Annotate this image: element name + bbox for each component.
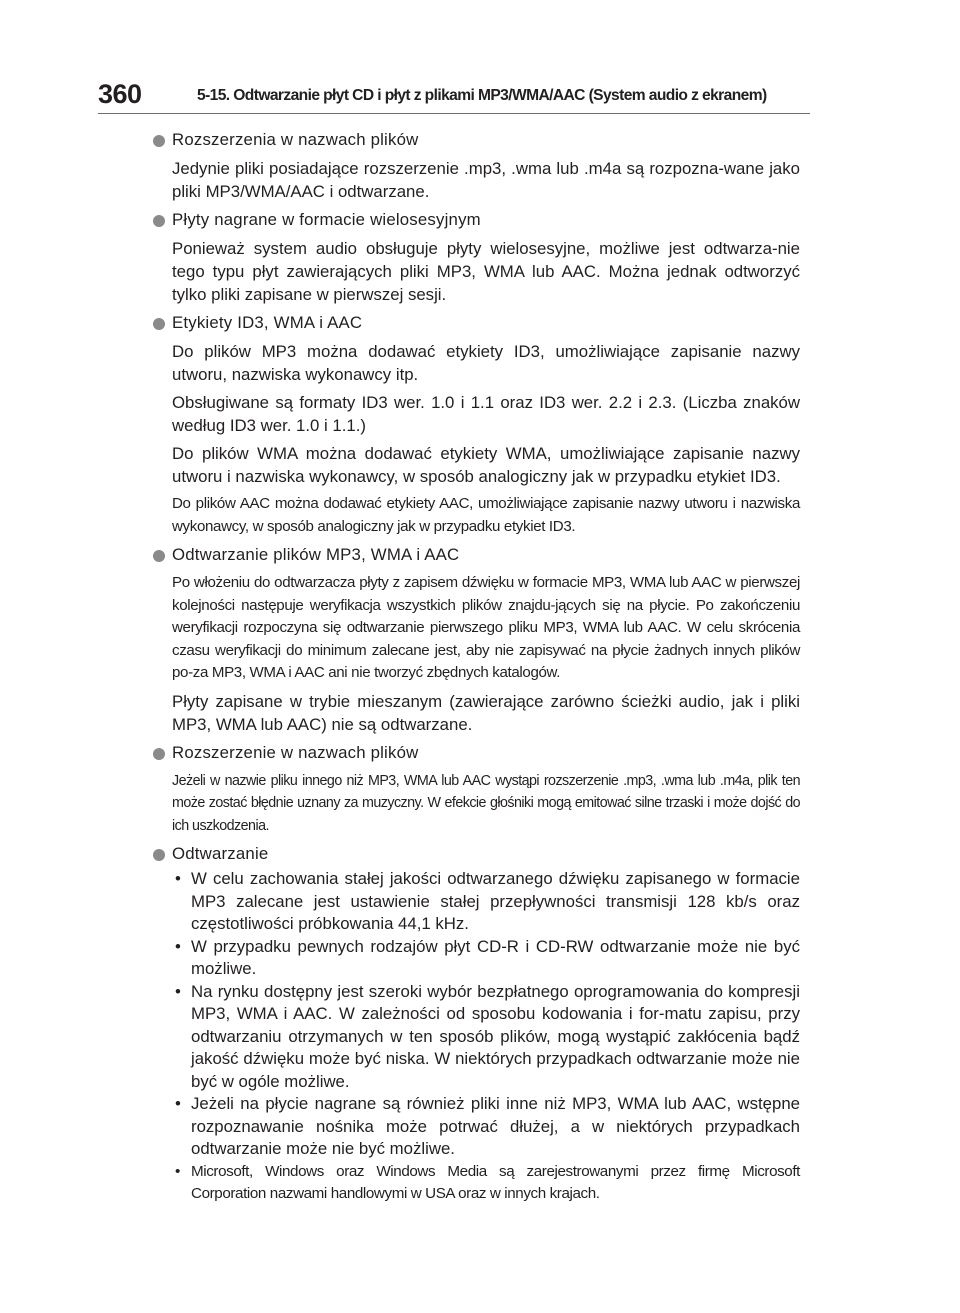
section-bullet-icon [153, 135, 165, 147]
paragraph: Obsługiwane są formaty ID3 wer. 1.0 i 1.1 oraz ID3 wer. 2.2 i 2.3. (Liczba znaków według ID3 wer. 1.0 i 1.1.) [172, 393, 800, 435]
section-bullet-icon [153, 318, 165, 330]
paragraph: Jeżeli w nazwie pliku innego niż MP3, WMA lub AAC wystąpi rozszerzenie .mp3, .wma lub .m4a, plik ten może zostać błędnie uznany za muzyczny. W efekcie głośniki mogą emitować silne trzaski i może dojść do ich uszkodzenia. [172, 772, 800, 834]
section-title: Rozszerzenie w nazwach plików [172, 742, 419, 762]
section-tags [154, 311, 800, 538]
list-item: • Microsoft, Windows oraz Windows Media są zarejestrowanymi przez firmę Microsoft Corporation nazwami handlowymi w USA oraz w innych krajach. [172, 1161, 800, 1206]
list-item: • Na rynku dostępny jest szeroki wybór bezpłatnego oprogramowania do kompresji MP3, WMA i AAC. W zależności od sposobu kodowania i for-matu zapisu, przy odtwarzaniu otrzymanych w ten sposób plików, mogą wystąpić zakłócenia bądź jakość dźwięku może być niska. W niektórych przypadkach odtwarzanie może nie być w ogóle możliwe. [172, 981, 800, 1094]
section-title: Odtwarzanie [172, 844, 269, 863]
section-title: Odtwarzanie plików MP3, WMA i AAC [172, 545, 460, 564]
section-playback-files [154, 543, 800, 736]
section-multisession [154, 208, 800, 306]
section-playback [154, 842, 800, 1206]
section-title: Etykiety ID3, WMA i AAC [172, 313, 363, 332]
paragraph: Do plików MP3 można dodawać etykiety ID3, umożliwiające zapisanie nazwy utworu, nazwiska wykonawcy itp. [172, 342, 800, 384]
paragraph: Jedynie pliki posiadające rozszerzenie .mp3, .wma lub .m4a są rozpozna-wane jako pliki MP3/WMA/AAC i odtwarzane. [172, 159, 800, 201]
section-bullet-icon [153, 215, 165, 227]
paragraph: Po włożeniu do odtwarzacza płyty z zapisem dźwięku w formacie MP3, WMA lub AAC w pierwszej kolejności następuje weryfikacja wszystkich plików znajdu-jących się na płycie. Po zakończeniu weryfikacji rozpoczyna się odtwarzanie pierwszego pliku MP3, WMA lub AAC. W celu skrócenia czasu weryfikacji do minimum zalecane jest, aby nie zapisywać na płycie żadnych innych plików po-za MP3, WMA i AAC ani nie tworzyć zbędnych katalogów. [172, 574, 800, 681]
list-item: • W przypadku pewnych rodzajów płyt CD-R i CD-RW odtwarzanie może nie być możliwe. [172, 936, 800, 981]
paragraph: Do plików AAC można dodawać etykiety AAC, umożliwiające zapisanie nazwy utworu i nazwiska wykonawcy, w sposób analogiczny jak w przypadku etykiet ID3. [172, 495, 800, 535]
section-bullet-icon [153, 849, 165, 861]
section-bullet-icon [153, 748, 165, 760]
list-item: • Jeżeli na płycie nagrane są również pliki inne niż MP3, WMA lub AAC, wstępne rozpoznawanie nośnika może potrwać dłużej, a w niektórych przypadkach odtwarzanie może nie być możliwe. [172, 1093, 800, 1161]
page-content [154, 128, 800, 1211]
section-extension-warning [154, 741, 800, 838]
section-bullet-icon [153, 550, 165, 562]
bullet-list [172, 868, 800, 1206]
chapter-title: 5-15. Odtwarzanie płyt CD i płyt z plikami MP3/WMA/AAC (System audio z ekranem) [197, 87, 767, 104]
paragraph: Płyty zapisane w trybie mieszanym (zawierające zarówno ścieżki audio, jak i pliki MP3, WMA lub AAC) nie są odtwarzane. [172, 691, 800, 734]
section-file-extensions [154, 128, 800, 203]
paragraph: Do plików WMA można dodawać etykiety WMA, umożliwiające zapisanie nazwy utworu i nazwiska wykonawcy, w sposób analogiczny jak w przypadku etykiet ID3. [172, 444, 800, 486]
page-header [0, 0, 960, 115]
page-number: 360 [98, 79, 142, 109]
header-divider [98, 113, 810, 114]
section-title: Płyty nagrane w formacie wielosesyjnym [172, 210, 481, 229]
list-item: • W celu zachowania stałej jakości odtwarzanego dźwięku zapisanego w formacie MP3 zalecane jest ustawienie stałej przepływności transmisji 128 kb/s oraz częstotliwości próbkowania 44,1 kHz. [172, 868, 800, 936]
section-title: Rozszerzenia w nazwach plików [172, 130, 419, 149]
paragraph: Ponieważ system audio obsługuje płyty wielosesyjne, możliwe jest odtwarza-nie tego typu płyt zawierających pliki MP3, WMA lub AAC. Można jednak odtworzyć tylko pliki zapisane w pierwszej sesji. [172, 239, 800, 304]
